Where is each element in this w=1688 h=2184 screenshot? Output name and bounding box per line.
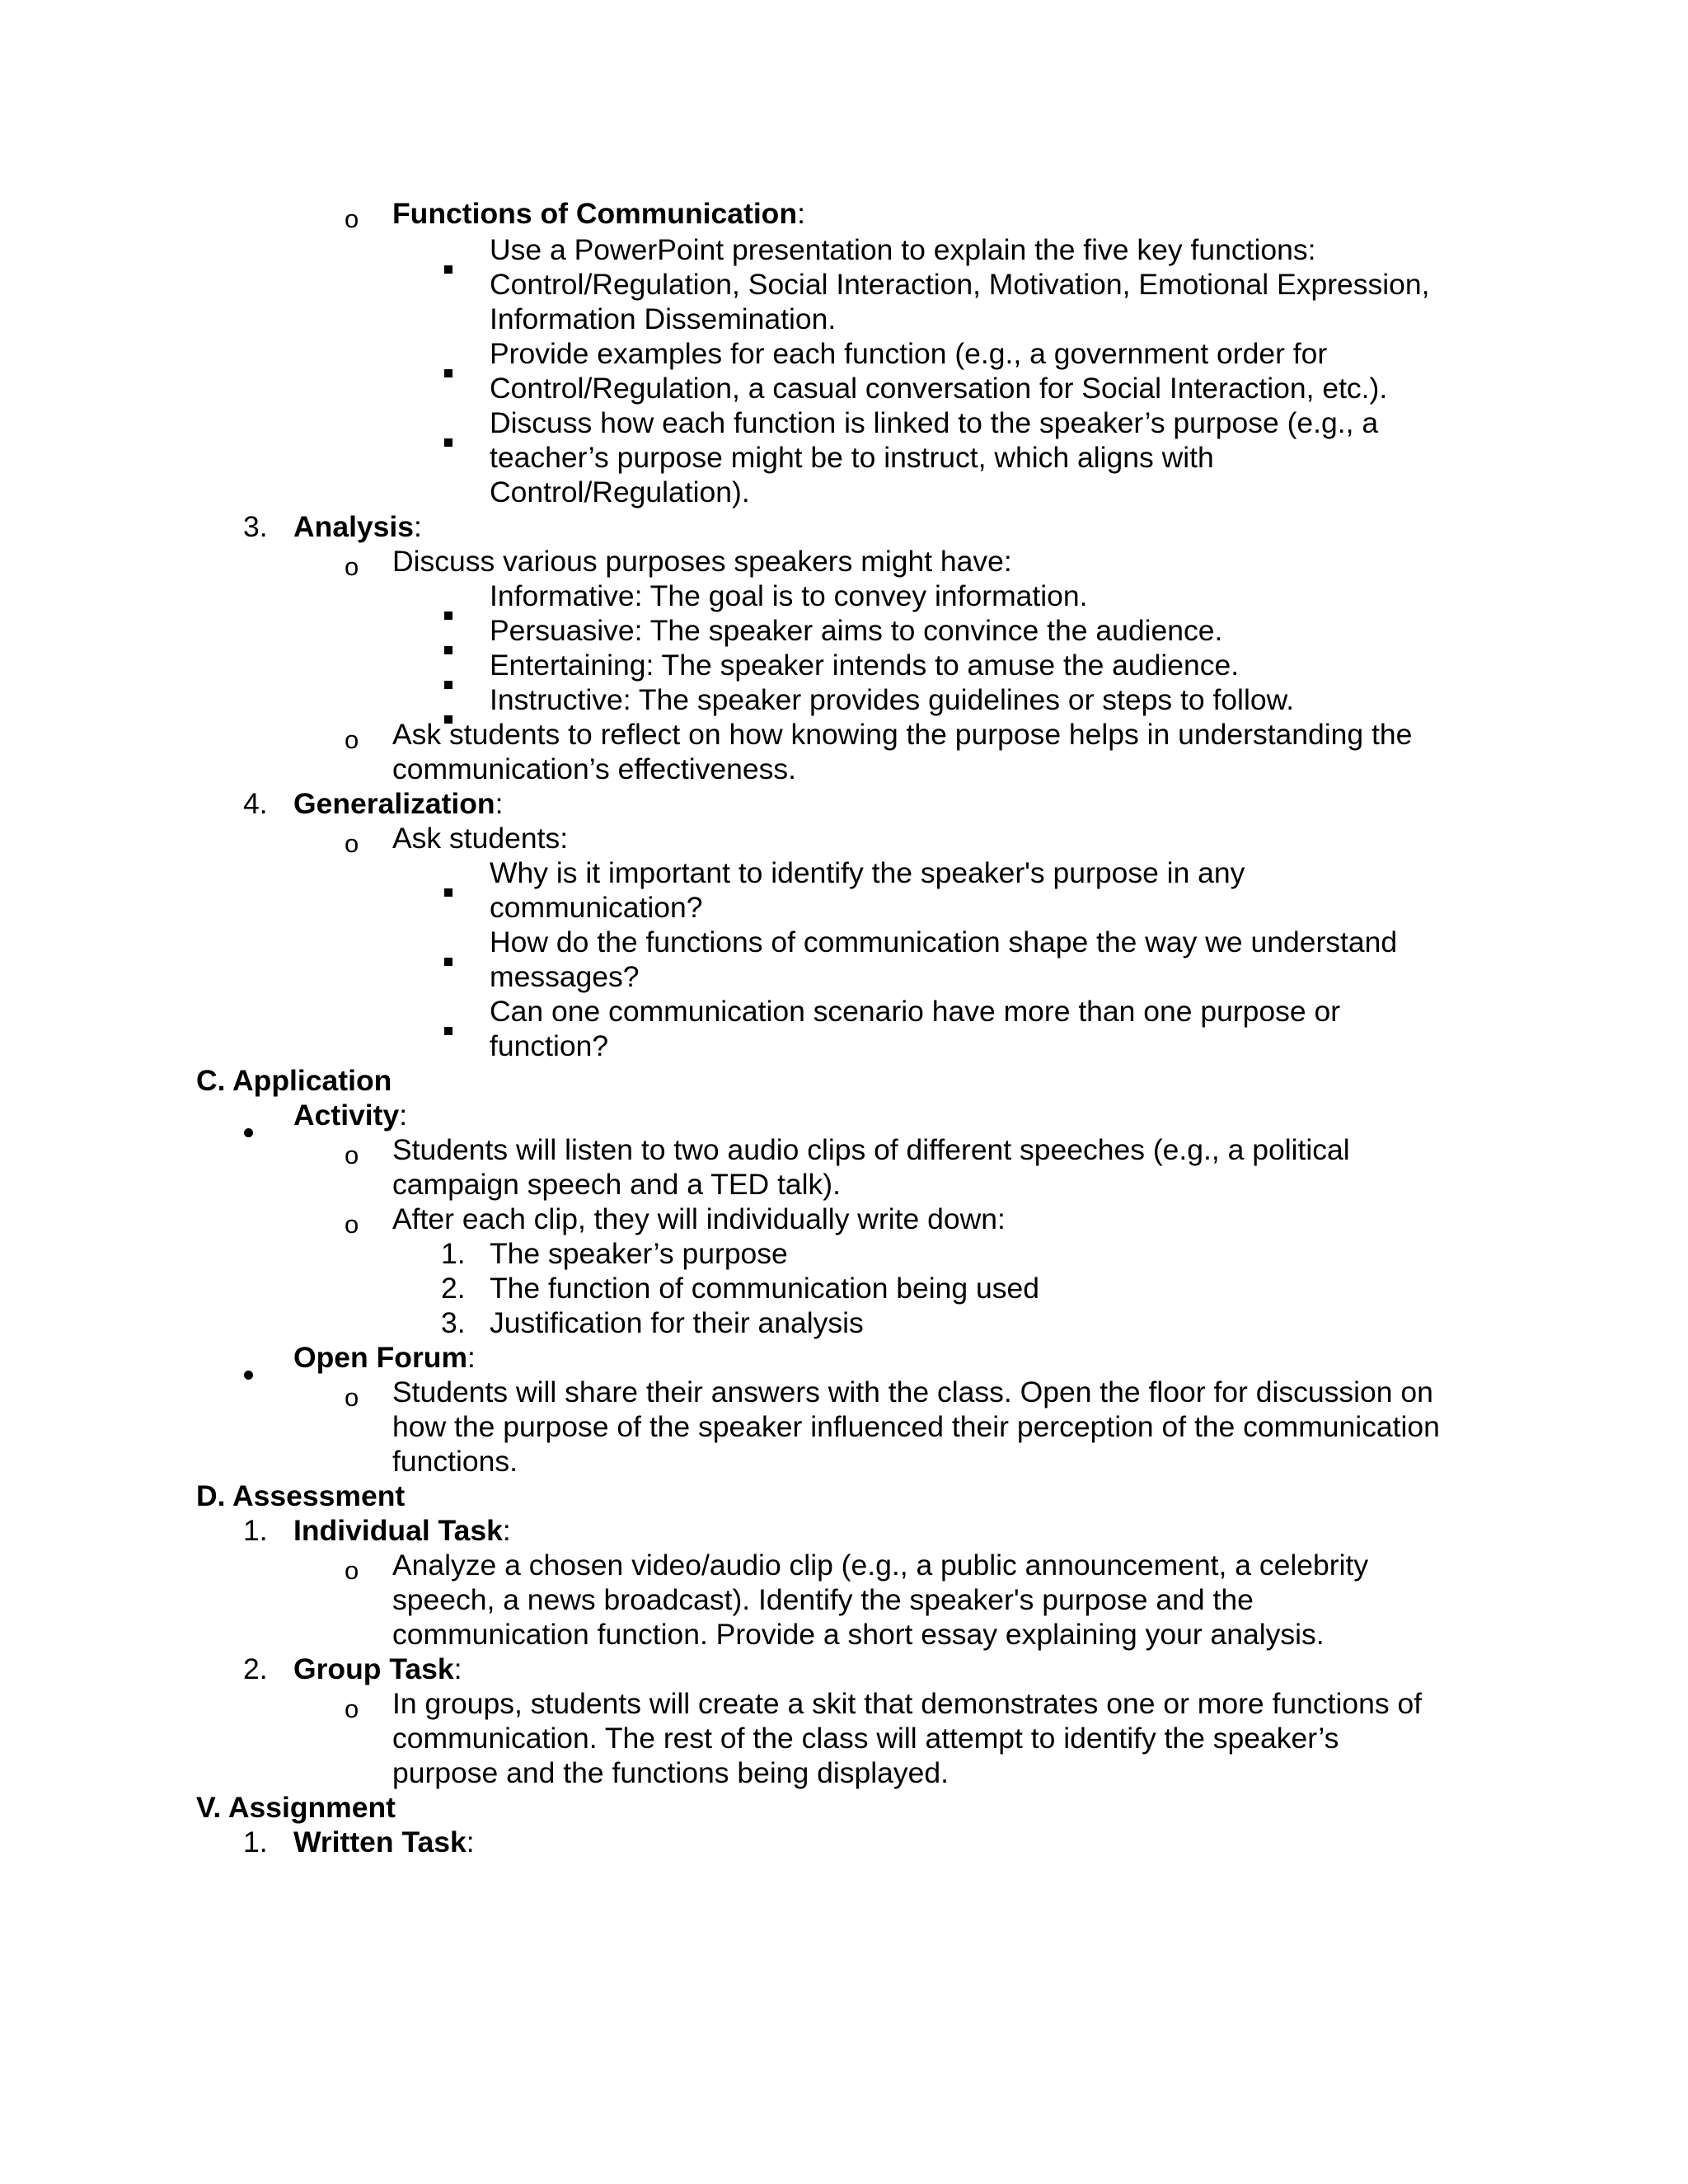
group-line-1: In groups, students will create a skit that demonstrates one or more functions of bbox=[392, 1687, 1423, 1720]
group-line-3: purpose and the functions being displayed. bbox=[392, 1756, 949, 1789]
square-bullet bbox=[444, 419, 452, 454]
sub-bullet-circle: o bbox=[345, 829, 359, 858]
individual-line-2: speech, a news broadcast). Identify the speaker's purpose and the bbox=[392, 1583, 1254, 1616]
square-bullet bbox=[444, 1008, 452, 1043]
question-2-line-2: messages? bbox=[490, 960, 640, 993]
group-task-heading: Group Task: bbox=[293, 1652, 462, 1685]
functions-item-2-line-2: Control/Regulation, a casual conversation for Social Interaction, etc.). bbox=[490, 372, 1388, 405]
square-bullet bbox=[444, 627, 452, 662]
group-number: 2. bbox=[243, 1652, 268, 1685]
step-number: 1. bbox=[441, 1237, 466, 1270]
analysis-number: 3. bbox=[243, 510, 268, 543]
activity-item-1-line-1: Students will listen to two audio clips of different speeches (e.g., a political bbox=[392, 1133, 1350, 1166]
individual-line-1: Analyze a chosen video/audio clip (e.g., a public announcement, a celebrity bbox=[392, 1549, 1369, 1582]
square-bullet bbox=[444, 869, 452, 904]
forum-line-2: how the purpose of the speaker influenced their perception of the communication bbox=[392, 1410, 1440, 1443]
analysis-sub-2-line-2: communication’s effectiveness. bbox=[392, 752, 797, 785]
purpose-item: Persuasive: The speaker aims to convince the audience. bbox=[490, 614, 1223, 647]
square-bullet bbox=[444, 662, 452, 696]
step-number: 2. bbox=[441, 1272, 466, 1305]
functions-heading: Functions of Communication: bbox=[392, 197, 805, 230]
functions-item-3-line-3: Control/Regulation). bbox=[490, 476, 750, 509]
purpose-item: Instructive: The speaker provides guidelines or steps to follow. bbox=[490, 683, 1295, 716]
generalization-number: 4. bbox=[243, 787, 268, 820]
activity-item-2: After each clip, they will individually write down: bbox=[392, 1202, 1006, 1235]
written-task-number: 1. bbox=[243, 1825, 268, 1858]
individual-line-3: communication function. Provide a short essay explaining your analysis. bbox=[392, 1618, 1325, 1651]
square-bullet bbox=[444, 939, 452, 973]
functions-item-2-line-1: Provide examples for each function (e.g., a government order for bbox=[490, 337, 1328, 370]
written-task-heading: Written Task: bbox=[293, 1825, 475, 1858]
sub-bullet-circle: o bbox=[345, 552, 359, 581]
generalization-sub: Ask students: bbox=[392, 822, 569, 855]
functions-item-1-line-2: Control/Regulation, Social Interaction, Motivation, Emotional Expression, bbox=[490, 268, 1430, 301]
functions-item-3-line-1: Discuss how each function is linked to the speaker’s purpose (e.g., a bbox=[490, 406, 1379, 439]
question-3-line-2: function? bbox=[490, 1029, 609, 1062]
square-bullet bbox=[444, 593, 452, 627]
square-bullet bbox=[444, 350, 452, 385]
open-forum-heading: Open Forum: bbox=[293, 1341, 476, 1374]
functions-item-3-line-2: teacher’s purpose might be to instruct, which aligns with bbox=[490, 441, 1214, 474]
forum-line-3: functions. bbox=[392, 1445, 518, 1478]
sub-bullet-circle: o bbox=[345, 1141, 359, 1169]
question-3-line-1: Can one communication scenario have more than one purpose or bbox=[490, 995, 1341, 1028]
sub-bullet-circle: o bbox=[345, 1556, 359, 1585]
individual-task-heading: Individual Task: bbox=[293, 1514, 511, 1547]
analysis-sub-1: Discuss various purposes speakers might have: bbox=[392, 545, 1012, 578]
assignment-heading: V. Assignment bbox=[196, 1791, 396, 1824]
question-2-line-1: How do the functions of communication shape the way we understand bbox=[490, 926, 1398, 958]
application-heading: C. Application bbox=[196, 1064, 392, 1097]
purpose-item: Informative: The goal is to convey information. bbox=[490, 579, 1088, 612]
individual-number: 1. bbox=[243, 1514, 268, 1547]
square-bullet bbox=[444, 246, 452, 281]
group-line-2: communication. The rest of the class will attempt to identify the speaker’s bbox=[392, 1722, 1339, 1755]
sub-bullet-circle: o bbox=[345, 204, 359, 233]
sub-bullet-circle: o bbox=[345, 725, 359, 754]
step-text: The function of communication being used bbox=[490, 1272, 1040, 1305]
functions-item-1-line-1: Use a PowerPoint presentation to explain the five key functions: bbox=[490, 233, 1316, 266]
step-number: 3. bbox=[441, 1306, 466, 1339]
purpose-item: Entertaining: The speaker intends to amuse the audience. bbox=[490, 649, 1240, 682]
analysis-sub-2-line-1: Ask students to reflect on how knowing the purpose helps in understanding the bbox=[392, 718, 1413, 751]
question-1-line-1: Why is it important to identify the speaker's purpose in any bbox=[490, 856, 1245, 889]
question-1-line-2: communication? bbox=[490, 891, 703, 924]
activity-item-1-line-2: campaign speech and a TED talk). bbox=[392, 1168, 841, 1201]
round-bullet bbox=[244, 1352, 253, 1387]
assessment-heading: D. Assessment bbox=[196, 1479, 406, 1512]
activity-heading: Activity: bbox=[293, 1099, 408, 1132]
forum-line-1: Students will share their answers with the class. Open the floor for discussion on bbox=[392, 1376, 1433, 1408]
functions-item-1-line-3: Information Dissemination. bbox=[490, 302, 837, 335]
sub-bullet-circle: o bbox=[345, 1210, 359, 1239]
sub-bullet-circle: o bbox=[345, 1694, 359, 1723]
sub-bullet-circle: o bbox=[345, 1383, 359, 1412]
generalization-heading: Generalization: bbox=[293, 787, 504, 820]
analysis-heading: Analysis: bbox=[293, 510, 422, 543]
step-text: Justification for their analysis bbox=[490, 1306, 864, 1339]
step-text: The speaker’s purpose bbox=[490, 1237, 788, 1270]
round-bullet bbox=[244, 1110, 253, 1145]
